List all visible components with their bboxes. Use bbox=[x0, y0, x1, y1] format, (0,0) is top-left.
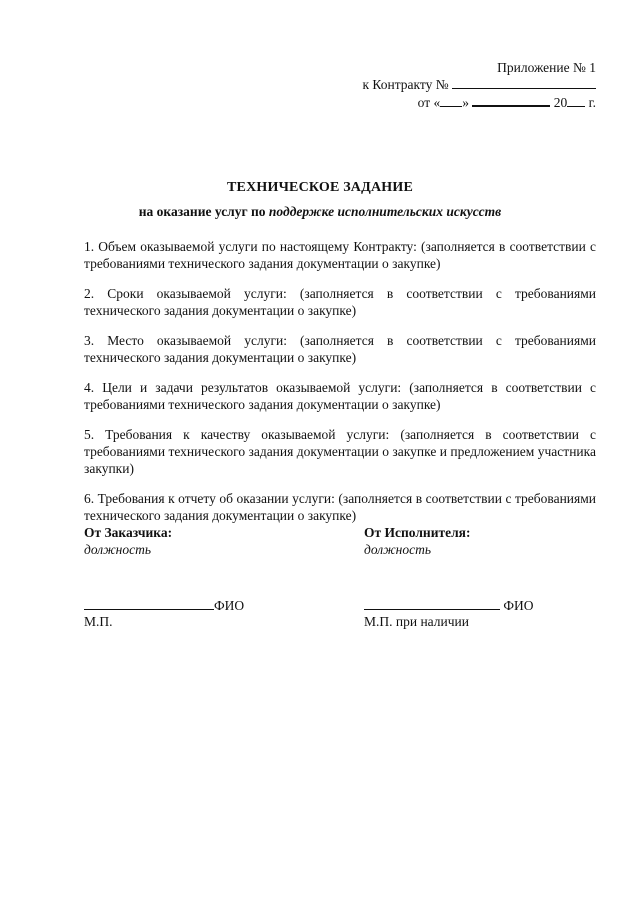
contract-date-line bbox=[362, 93, 596, 111]
requirement-item: 3. Место оказываемой услуги: (заполняется в соответствии с требованиями технического задания документации о закупке) bbox=[84, 333, 596, 365]
contractor-position: должность bbox=[364, 542, 432, 557]
requirement-item: 4. Цели и задачи результатов оказываемой услуги: (заполняется в соответствии с требованиями технического задания документации о закупке) bbox=[84, 380, 596, 412]
subtitle-prefix: на оказание услуг по bbox=[138, 204, 266, 219]
date-year-blank bbox=[567, 94, 585, 107]
requirement-item: 2. Сроки оказываемой услуги: (заполняется в соответствии с требованиями технического задания документации о закупке) bbox=[84, 286, 596, 318]
contractor-name-label: ФИО bbox=[503, 598, 534, 613]
requirement-item: 5. Требования к качеству оказываемой услуги: (заполняется в соответствии с требованиями технического задания документации о закупке и предложением участника закупки) bbox=[84, 427, 596, 476]
annex-label: Приложение № 1 bbox=[497, 60, 596, 75]
date-century: 20 bbox=[553, 95, 568, 110]
subtitle-italic: поддержке исполнительских искусств bbox=[268, 204, 502, 219]
contract-prefix: к Контракту № bbox=[362, 77, 449, 92]
customer-stamp: М.П. bbox=[84, 614, 113, 629]
customer-heading: От Заказчика: bbox=[84, 525, 173, 540]
contract-number-line bbox=[362, 76, 596, 93]
document-title: ТЕХНИЧЕСКОЕ ЗАДАНИЕ bbox=[227, 180, 413, 195]
customer-sign-line-row bbox=[84, 597, 244, 614]
contractor-sign-line bbox=[364, 597, 500, 610]
customer-sign-line bbox=[84, 597, 214, 610]
date-from: от « bbox=[417, 95, 441, 110]
customer-signature-block bbox=[84, 524, 304, 558]
date-year-suffix: г. bbox=[588, 95, 596, 110]
requirements-list bbox=[84, 238, 596, 524]
date-quote-close: » bbox=[462, 95, 469, 110]
document-subtitle bbox=[0, 204, 640, 220]
annex-header bbox=[362, 60, 596, 111]
contractor-stamp: М.П. при наличии bbox=[364, 614, 469, 629]
customer-position: должность bbox=[84, 542, 152, 557]
contract-number-blank bbox=[452, 76, 596, 89]
date-day-blank bbox=[440, 94, 462, 107]
customer-name-label: ФИО bbox=[214, 598, 245, 613]
date-month-blank bbox=[472, 93, 550, 107]
requirement-item: 1. Объем оказываемой услуги по настоящему Контракту: (заполняется в соответствии с требованиями технического задания документации о закупке) bbox=[84, 239, 596, 271]
contractor-heading: От Исполнителя: bbox=[364, 525, 471, 540]
contractor-signature-block bbox=[364, 524, 604, 558]
requirement-item: 6. Требования к отчету об оказании услуги: (заполняется в соответствии с требованиями технического задания документации о закупке) bbox=[84, 491, 596, 523]
contractor-sign-line-row bbox=[364, 597, 534, 614]
